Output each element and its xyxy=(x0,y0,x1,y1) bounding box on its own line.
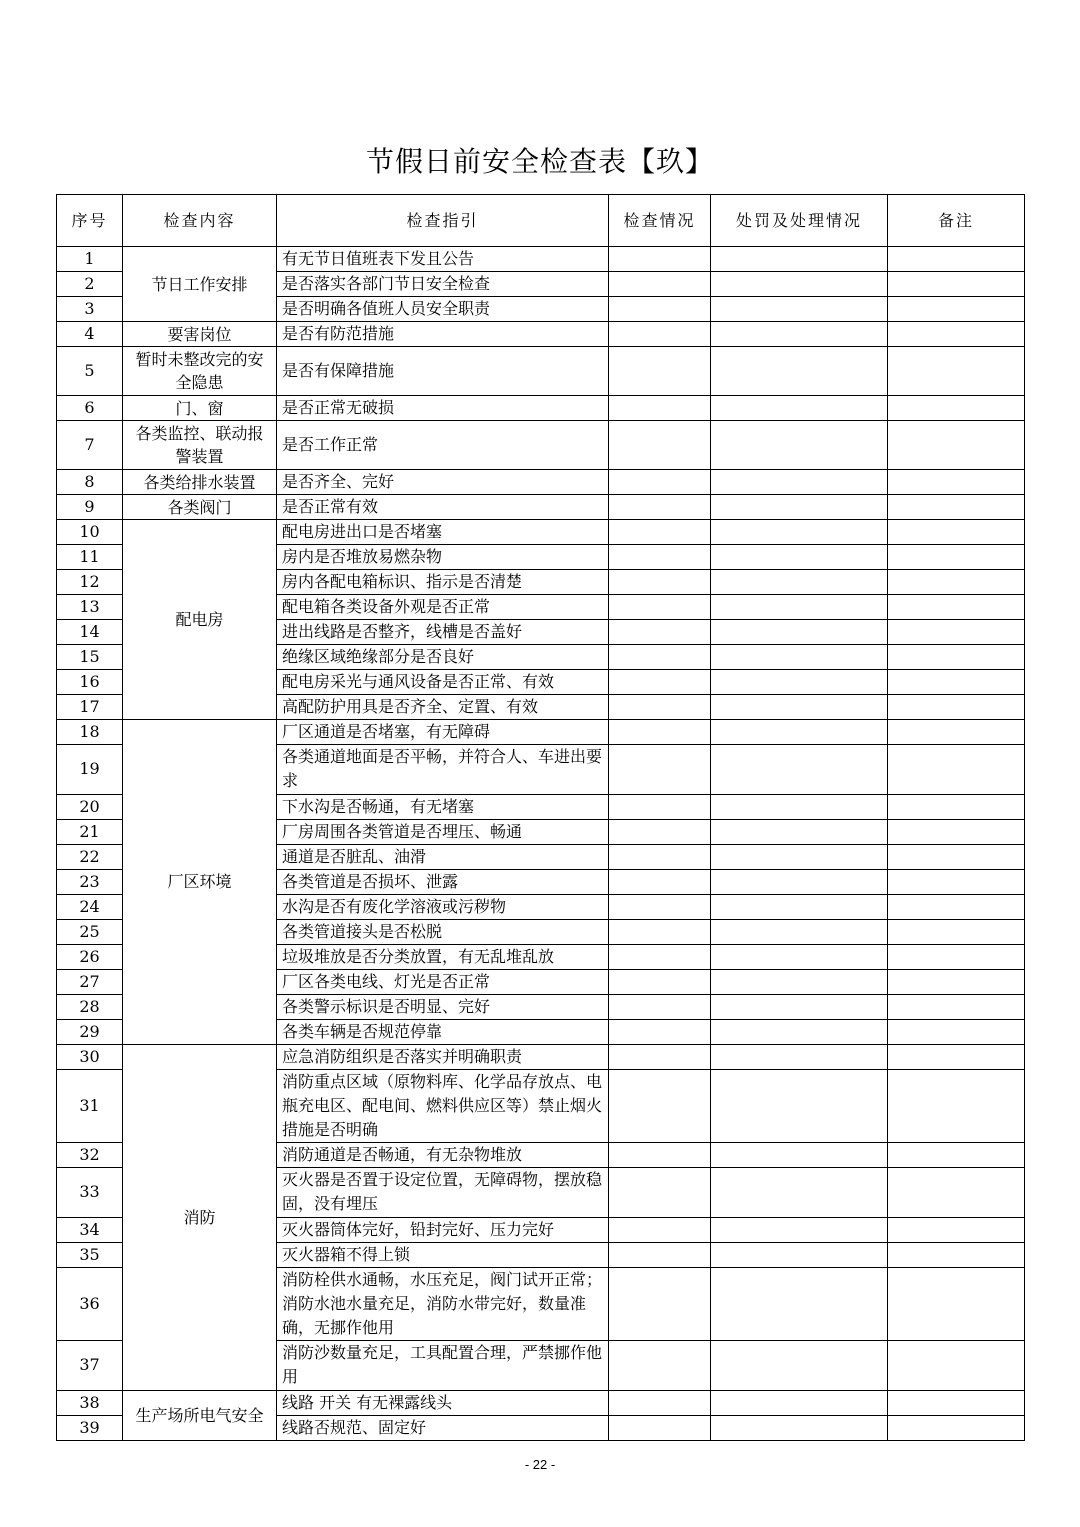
row-check-status-cell[interactable] xyxy=(609,745,711,794)
row-serial: 7 xyxy=(57,421,123,470)
row-check-status-cell[interactable] xyxy=(609,1415,711,1440)
row-check-guide: 是否正常无破损 xyxy=(277,396,609,421)
row-handling-cell[interactable] xyxy=(711,570,888,595)
row-handling-cell[interactable] xyxy=(711,1217,888,1242)
row-remarks-cell[interactable] xyxy=(888,1069,1025,1143)
row-check-status-cell[interactable] xyxy=(609,1242,711,1267)
row-serial: 21 xyxy=(57,819,123,844)
row-remarks-cell[interactable] xyxy=(888,1044,1025,1069)
row-serial: 26 xyxy=(57,944,123,969)
row-handling-cell[interactable] xyxy=(711,396,888,421)
table-header-row xyxy=(57,195,1025,247)
row-remarks-cell[interactable] xyxy=(888,720,1025,745)
row-check-status-cell[interactable] xyxy=(609,844,711,869)
row-check-content: 暂时未整改完的安全隐患 xyxy=(123,347,277,396)
row-check-status-cell[interactable] xyxy=(609,396,711,421)
row-check-guide: 下水沟是否畅通，有无堵塞 xyxy=(277,794,609,819)
table-row xyxy=(57,520,1025,545)
row-check-guide: 各类车辆是否规范停靠 xyxy=(277,1019,609,1044)
row-serial: 22 xyxy=(57,844,123,869)
row-check-content: 配电房 xyxy=(123,520,277,720)
row-handling-cell[interactable] xyxy=(711,1044,888,1069)
row-remarks-cell[interactable] xyxy=(888,545,1025,570)
row-check-guide: 应急消防组织是否落实并明确职责 xyxy=(277,1044,609,1069)
row-serial: 36 xyxy=(57,1267,123,1341)
row-handling-cell[interactable] xyxy=(711,969,888,994)
row-handling-cell[interactable] xyxy=(711,297,888,322)
row-handling-cell[interactable] xyxy=(711,322,888,347)
row-serial: 31 xyxy=(57,1069,123,1143)
row-check-status-cell[interactable] xyxy=(609,347,711,396)
row-handling-cell[interactable] xyxy=(711,1341,888,1390)
row-check-status-cell[interactable] xyxy=(609,919,711,944)
row-remarks-cell[interactable] xyxy=(888,297,1025,322)
row-check-guide: 厂房周围各类管道是否埋压、畅通 xyxy=(277,819,609,844)
row-check-guide: 是否有防范措施 xyxy=(277,322,609,347)
row-check-guide: 灭火器箱不得上锁 xyxy=(277,1242,609,1267)
table-row xyxy=(57,322,1025,347)
row-remarks-cell[interactable] xyxy=(888,421,1025,470)
row-serial: 12 xyxy=(57,570,123,595)
row-check-guide: 各类管道接头是否松脱 xyxy=(277,919,609,944)
row-handling-cell[interactable] xyxy=(711,1242,888,1267)
row-remarks-cell[interactable] xyxy=(888,695,1025,720)
row-remarks-cell[interactable] xyxy=(888,1217,1025,1242)
row-remarks-cell[interactable] xyxy=(888,470,1025,495)
row-serial: 14 xyxy=(57,620,123,645)
row-remarks-cell[interactable] xyxy=(888,994,1025,1019)
row-check-content: 门、窗 xyxy=(123,396,277,421)
table-row xyxy=(57,1044,1025,1069)
row-check-guide: 灭火器筒体完好，铅封完好、压力完好 xyxy=(277,1217,609,1242)
row-check-status-cell[interactable] xyxy=(609,670,711,695)
table-row xyxy=(57,396,1025,421)
row-handling-cell[interactable] xyxy=(711,421,888,470)
row-remarks-cell[interactable] xyxy=(888,745,1025,794)
page-title: 节假日前安全检查表【玖】 xyxy=(365,145,714,178)
row-remarks-cell[interactable] xyxy=(888,347,1025,396)
row-handling-cell[interactable] xyxy=(711,869,888,894)
row-remarks-cell[interactable] xyxy=(888,495,1025,520)
row-handling-cell[interactable] xyxy=(711,919,888,944)
row-remarks-cell[interactable] xyxy=(888,844,1025,869)
row-check-status-cell[interactable] xyxy=(609,620,711,645)
row-handling-cell[interactable] xyxy=(711,670,888,695)
row-check-guide: 是否落实各部门节日安全检查 xyxy=(277,272,609,297)
row-check-guide: 配电房采光与通风设备是否正常、有效 xyxy=(277,670,609,695)
row-check-guide: 是否正常有效 xyxy=(277,495,609,520)
row-handling-cell[interactable] xyxy=(711,695,888,720)
row-check-status-cell[interactable] xyxy=(609,421,711,470)
row-handling-cell[interactable] xyxy=(711,470,888,495)
row-check-content: 各类监控、联动报警装置 xyxy=(123,421,277,470)
row-remarks-cell[interactable] xyxy=(888,570,1025,595)
row-serial: 34 xyxy=(57,1217,123,1242)
row-check-guide: 消防栓供水通畅，水压充足，阀门试开正常；消防水池水量充足，消防水带完好，数量准确，无挪作他用 xyxy=(277,1267,609,1341)
row-serial: 8 xyxy=(57,470,123,495)
row-check-guide: 配电房进出口是否堵塞 xyxy=(277,520,609,545)
row-remarks-cell[interactable] xyxy=(888,794,1025,819)
row-check-status-cell[interactable] xyxy=(609,1044,711,1069)
row-remarks-cell[interactable] xyxy=(888,969,1025,994)
table-body xyxy=(57,247,1025,1441)
row-check-guide: 水沟是否有废化学溶液或污秽物 xyxy=(277,894,609,919)
page-number: - 22 - xyxy=(524,1457,556,1472)
row-handling-cell[interactable] xyxy=(711,894,888,919)
row-check-status-cell[interactable] xyxy=(609,322,711,347)
table-row xyxy=(57,1390,1025,1415)
row-check-guide: 垃圾堆放是否分类放置，有无乱堆乱放 xyxy=(277,944,609,969)
row-check-status-cell[interactable] xyxy=(609,495,711,520)
row-check-guide: 有无节日值班表下发且公告 xyxy=(277,247,609,272)
row-check-guide: 线路否规范、固定好 xyxy=(277,1415,609,1440)
row-check-guide: 是否有保障措施 xyxy=(277,347,609,396)
row-serial: 23 xyxy=(57,869,123,894)
row-check-status-cell[interactable] xyxy=(609,1019,711,1044)
row-check-status-cell[interactable] xyxy=(609,944,711,969)
row-handling-cell[interactable] xyxy=(711,520,888,545)
row-serial: 19 xyxy=(57,745,123,794)
row-serial: 39 xyxy=(57,1415,123,1440)
row-serial: 27 xyxy=(57,969,123,994)
row-handling-cell[interactable] xyxy=(711,944,888,969)
row-remarks-cell[interactable] xyxy=(888,520,1025,545)
row-check-status-cell[interactable] xyxy=(609,720,711,745)
row-check-status-cell[interactable] xyxy=(609,794,711,819)
row-check-guide: 灭火器是否置于设定位置，无障碍物，摆放稳固，没有埋压 xyxy=(277,1168,609,1217)
row-remarks-cell[interactable] xyxy=(888,620,1025,645)
row-handling-cell[interactable] xyxy=(711,545,888,570)
header-content: 检查内容 xyxy=(123,195,277,247)
row-handling-cell[interactable] xyxy=(711,1069,888,1143)
row-handling-cell[interactable] xyxy=(711,844,888,869)
row-serial: 11 xyxy=(57,545,123,570)
row-check-status-cell[interactable] xyxy=(609,645,711,670)
row-check-status-cell[interactable] xyxy=(609,1390,711,1415)
row-check-status-cell[interactable] xyxy=(609,1168,711,1217)
row-handling-cell[interactable] xyxy=(711,794,888,819)
row-check-content: 厂区环境 xyxy=(123,720,277,1044)
header-serial: 序号 xyxy=(57,195,123,247)
row-handling-cell[interactable] xyxy=(711,620,888,645)
row-handling-cell[interactable] xyxy=(711,720,888,745)
row-remarks-cell[interactable] xyxy=(888,595,1025,620)
row-check-status-cell[interactable] xyxy=(609,869,711,894)
row-check-status-cell[interactable] xyxy=(609,1143,711,1168)
header-status: 检查情况 xyxy=(609,195,711,247)
row-handling-cell[interactable] xyxy=(711,745,888,794)
row-remarks-cell[interactable] xyxy=(888,1019,1025,1044)
row-check-guide: 是否工作正常 xyxy=(277,421,609,470)
row-check-status-cell[interactable] xyxy=(609,297,711,322)
row-remarks-cell[interactable] xyxy=(888,944,1025,969)
row-check-guide: 配电箱各类设备外观是否正常 xyxy=(277,595,609,620)
row-check-status-cell[interactable] xyxy=(609,994,711,1019)
row-remarks-cell[interactable] xyxy=(888,919,1025,944)
row-check-status-cell[interactable] xyxy=(609,1341,711,1390)
row-handling-cell[interactable] xyxy=(711,1267,888,1341)
row-remarks-cell[interactable] xyxy=(888,1242,1025,1267)
header-guide: 检查指引 xyxy=(277,195,609,247)
row-remarks-cell[interactable] xyxy=(888,1390,1025,1415)
row-check-content: 各类阀门 xyxy=(123,495,277,520)
row-handling-cell[interactable] xyxy=(711,595,888,620)
row-serial: 6 xyxy=(57,396,123,421)
row-handling-cell[interactable] xyxy=(711,347,888,396)
row-check-guide: 消防沙数量充足，工具配置合理，严禁挪作他用 xyxy=(277,1341,609,1390)
row-check-content: 各类给排水装置 xyxy=(123,470,277,495)
row-remarks-cell[interactable] xyxy=(888,247,1025,272)
row-serial: 4 xyxy=(57,322,123,347)
row-serial: 32 xyxy=(57,1143,123,1168)
row-serial: 29 xyxy=(57,1019,123,1044)
row-handling-cell[interactable] xyxy=(711,1019,888,1044)
row-serial: 1 xyxy=(57,247,123,272)
row-remarks-cell[interactable] xyxy=(888,894,1025,919)
row-serial: 30 xyxy=(57,1044,123,1069)
row-serial: 2 xyxy=(57,272,123,297)
row-serial: 37 xyxy=(57,1341,123,1390)
row-check-guide: 是否明确各值班人员安全职责 xyxy=(277,297,609,322)
row-check-status-cell[interactable] xyxy=(609,545,711,570)
row-check-status-cell[interactable] xyxy=(609,570,711,595)
row-check-status-cell[interactable] xyxy=(609,470,711,495)
row-check-guide: 高配防护用具是否齐全、定置、有效 xyxy=(277,695,609,720)
row-serial: 33 xyxy=(57,1168,123,1217)
table-row xyxy=(57,720,1025,745)
row-remarks-cell[interactable] xyxy=(888,1341,1025,1390)
row-serial: 9 xyxy=(57,495,123,520)
row-serial: 10 xyxy=(57,520,123,545)
row-check-guide: 厂区各类电线、灯光是否正常 xyxy=(277,969,609,994)
row-check-status-cell[interactable] xyxy=(609,272,711,297)
row-handling-cell[interactable] xyxy=(711,1390,888,1415)
row-remarks-cell[interactable] xyxy=(888,1143,1025,1168)
row-handling-cell[interactable] xyxy=(711,1168,888,1217)
row-check-status-cell[interactable] xyxy=(609,819,711,844)
row-check-content: 生产场所电气安全 xyxy=(123,1390,277,1440)
row-handling-cell[interactable] xyxy=(711,495,888,520)
row-remarks-cell[interactable] xyxy=(888,1415,1025,1440)
table-row xyxy=(57,247,1025,272)
row-serial: 38 xyxy=(57,1390,123,1415)
row-check-content: 消防 xyxy=(123,1044,277,1390)
row-serial: 25 xyxy=(57,919,123,944)
row-check-guide: 房内各配电箱标识、指示是否清楚 xyxy=(277,570,609,595)
row-check-status-cell[interactable] xyxy=(609,595,711,620)
row-handling-cell[interactable] xyxy=(711,994,888,1019)
header-remarks: 备注 xyxy=(888,195,1025,247)
row-handling-cell[interactable] xyxy=(711,247,888,272)
table-row xyxy=(57,495,1025,520)
row-check-status-cell[interactable] xyxy=(609,1217,711,1242)
row-remarks-cell[interactable] xyxy=(888,645,1025,670)
row-check-guide: 各类管道是否损坏、泄露 xyxy=(277,869,609,894)
inspection-table xyxy=(56,194,1025,1441)
row-check-status-cell[interactable] xyxy=(609,969,711,994)
row-serial: 20 xyxy=(57,794,123,819)
header-handling: 处罚及处理情况 xyxy=(711,195,888,247)
table-row xyxy=(57,470,1025,495)
row-remarks-cell[interactable] xyxy=(888,819,1025,844)
row-check-guide: 消防重点区域（原物料库、化学品存放点、电瓶充电区、配电间、燃料供应区等）禁止烟火措施是否明确 xyxy=(277,1069,609,1143)
row-check-guide: 各类通道地面是否平畅，并符合人、车进出要求 xyxy=(277,745,609,794)
row-serial: 5 xyxy=(57,347,123,396)
row-check-status-cell[interactable] xyxy=(609,695,711,720)
row-serial: 28 xyxy=(57,994,123,1019)
row-handling-cell[interactable] xyxy=(711,645,888,670)
row-serial: 13 xyxy=(57,595,123,620)
row-check-guide: 消防通道是否畅通，有无杂物堆放 xyxy=(277,1143,609,1168)
row-check-content: 节日工作安排 xyxy=(123,247,277,322)
row-check-status-cell[interactable] xyxy=(609,247,711,272)
row-remarks-cell[interactable] xyxy=(888,1267,1025,1341)
row-serial: 17 xyxy=(57,695,123,720)
row-check-status-cell[interactable] xyxy=(609,1267,711,1341)
row-serial: 3 xyxy=(57,297,123,322)
row-remarks-cell[interactable] xyxy=(888,869,1025,894)
row-check-guide: 房内是否堆放易燃杂物 xyxy=(277,545,609,570)
row-serial: 24 xyxy=(57,894,123,919)
row-check-guide: 进出线路是否整齐，线槽是否盖好 xyxy=(277,620,609,645)
table-row xyxy=(57,347,1025,396)
row-serial: 16 xyxy=(57,670,123,695)
row-check-guide: 厂区通道是否堵塞，有无障碍 xyxy=(277,720,609,745)
row-handling-cell[interactable] xyxy=(711,272,888,297)
row-handling-cell[interactable] xyxy=(711,1143,888,1168)
row-serial: 18 xyxy=(57,720,123,745)
row-check-guide: 线路 开关 有无裸露线头 xyxy=(277,1390,609,1415)
row-check-content: 要害岗位 xyxy=(123,322,277,347)
row-handling-cell[interactable] xyxy=(711,819,888,844)
row-remarks-cell[interactable] xyxy=(888,396,1025,421)
row-remarks-cell[interactable] xyxy=(888,322,1025,347)
row-serial: 15 xyxy=(57,645,123,670)
row-check-status-cell[interactable] xyxy=(609,1069,711,1143)
table-row xyxy=(57,421,1025,470)
row-remarks-cell[interactable] xyxy=(888,670,1025,695)
row-check-guide: 是否齐全、完好 xyxy=(277,470,609,495)
row-check-status-cell[interactable] xyxy=(609,520,711,545)
row-handling-cell[interactable] xyxy=(711,1415,888,1440)
row-remarks-cell[interactable] xyxy=(888,1168,1025,1217)
row-check-status-cell[interactable] xyxy=(609,894,711,919)
row-check-guide: 各类警示标识是否明显、完好 xyxy=(277,994,609,1019)
row-check-guide: 绝缘区域绝缘部分是否良好 xyxy=(277,645,609,670)
row-remarks-cell[interactable] xyxy=(888,272,1025,297)
row-check-guide: 通道是否脏乱、油滑 xyxy=(277,844,609,869)
row-serial: 35 xyxy=(57,1242,123,1267)
